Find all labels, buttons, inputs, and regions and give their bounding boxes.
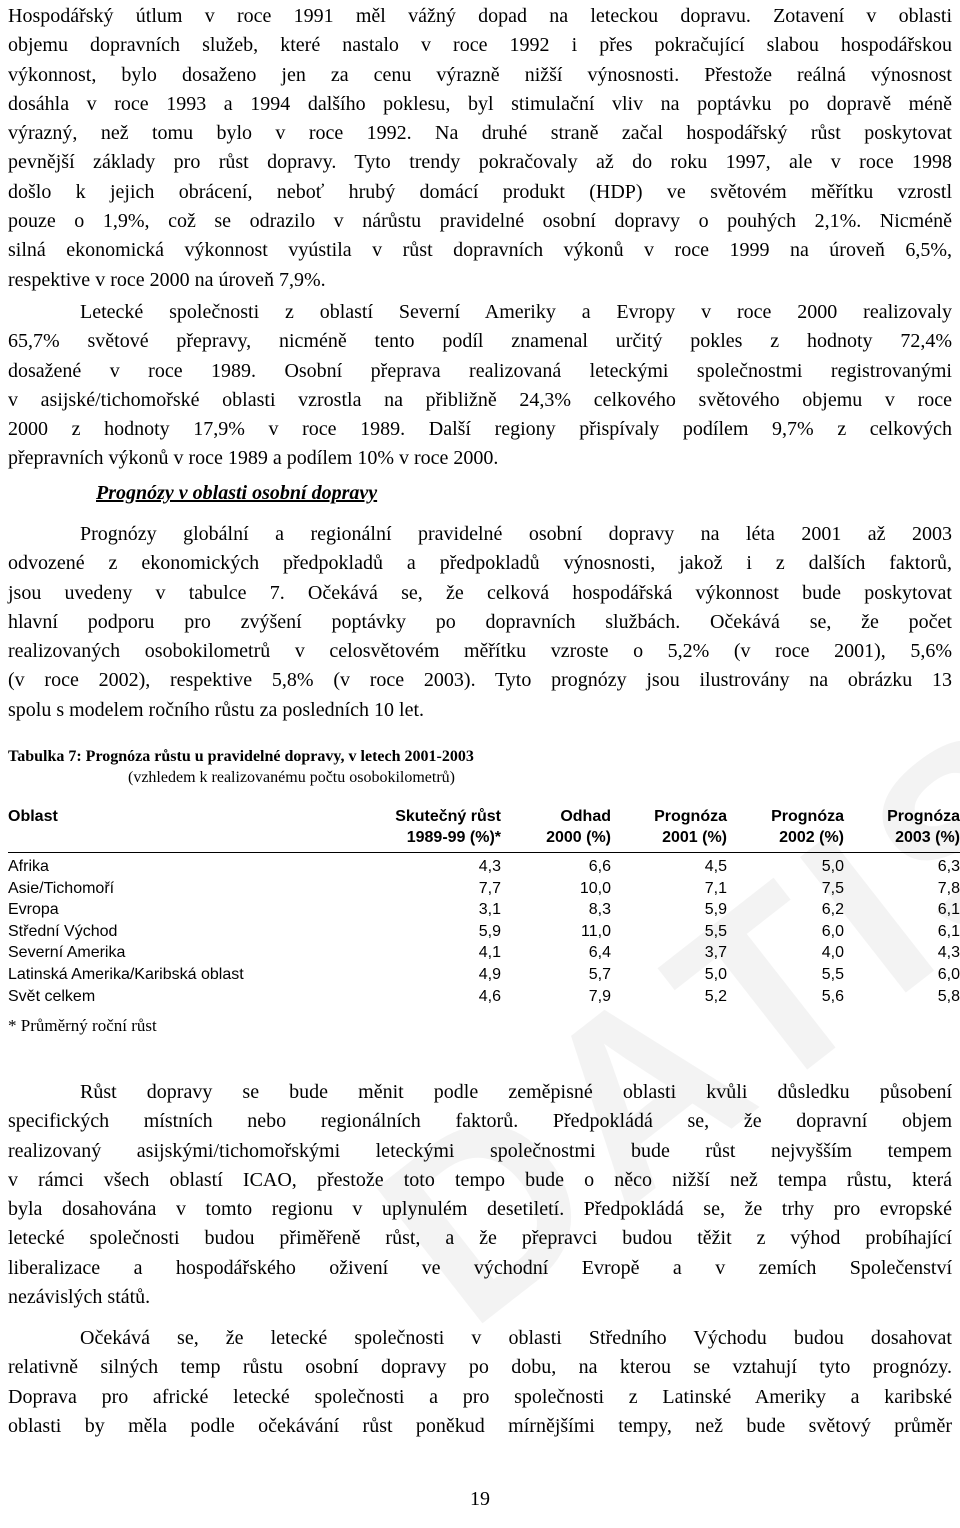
table-row xyxy=(8,878,960,900)
table-cell: 5,5 xyxy=(704,922,727,940)
table-cell: 4,1 xyxy=(478,944,501,962)
text-line: liberalizace a hospodářského oživení ve východní Evropě a v zemích Společenství xyxy=(8,1256,952,1279)
table-cell: Asie/Tichomoří xyxy=(8,879,115,897)
table-cell: 7,7 xyxy=(478,879,501,897)
text-line: jsou uvedeny v tabulce 7. Očekává se, že celková hospodářská výkonnost bude poskytovat xyxy=(8,581,952,604)
table-cell: 4,3 xyxy=(478,858,501,875)
header-oblast: Oblast xyxy=(8,808,58,825)
text-line: v rámci všech oblastí ICAO, přestože toto tempo bude o něco nižší než tempa růstu, která xyxy=(8,1168,952,1191)
text-line: dosažené v roce 1989. Osobní přeprava realizovaná leteckými společnostmi registrovanými xyxy=(8,359,952,382)
table-cell: Evropa xyxy=(8,901,59,919)
table-cell: 5,0 xyxy=(821,858,844,875)
text-line: Prognózy globální a regionální pravidelné osobní dopravy na léta 2001 až 2003 xyxy=(80,523,952,545)
table-footnote: * Průměrný roční růst xyxy=(8,1016,157,1035)
table-row xyxy=(8,986,960,1008)
table-cell: 8,3 xyxy=(588,901,611,919)
header-estimate-2000: Odhad 2000 (%) xyxy=(546,808,611,846)
table-row xyxy=(8,964,960,986)
text-line: hlavní podporu pro zvýšení poptávky po dopravních službách. Očekává se, že počet xyxy=(8,610,952,633)
table-cell: 4,0 xyxy=(821,944,844,962)
text-line: Letecké společnosti z oblastí Severní Ameriky a Evropy v roce 2000 realizovaly xyxy=(80,301,952,323)
table-cell: 7,9 xyxy=(588,987,611,1005)
table-header-row xyxy=(8,804,960,853)
text-line: realizovaných osobokilometrů v celosvětovém měřítku vzroste o 5,2% (v roce 2001), 5,6% xyxy=(8,640,952,663)
text-line: realizovaný asijskými/tichomořskými leteckými společnostmi bude růst nejvyšším tempem xyxy=(8,1139,952,1162)
text-line: nezávislých států. xyxy=(8,1286,151,1309)
table-cell: 10,0 xyxy=(579,879,611,897)
text-line: (v roce 2002), respektive 5,8% (v roce 2003). Tyto prognózy jsou ilustrovány na obrázku 13 xyxy=(8,669,952,692)
table-cell: 5,9 xyxy=(478,922,501,940)
table-cell: 5,2 xyxy=(704,987,727,1005)
table-cell: 6,6 xyxy=(588,858,611,875)
text-line: 2000 z hodnoty 17,9% v roce 1989. Další regiony přispívaly podílem 9,7% z celkových xyxy=(8,418,952,441)
text-line: Růst dopravy se bude měnit podle zeměpisné oblasti kvůli důsledku působení xyxy=(80,1081,952,1103)
table-row xyxy=(8,942,960,964)
text-line: pevnější základy pro růst dopravy. Tyto trendy pokračovaly až do roku 1997, ale v roce 1998 xyxy=(8,151,952,174)
table-cell: Latinská Amerika/Karibská oblast xyxy=(8,965,244,983)
table-cell: 7,1 xyxy=(704,879,727,897)
text-line: výrazný, než tomu bylo v roce 1992. Na druhé straně začal hospodářský růst poskytovat xyxy=(8,122,952,145)
table-caption: Tabulka 7: Prognóza růstu u pravidelné dopravy, v letech 2001-2003 xyxy=(8,748,474,765)
header-forecast-2002: Prognóza 2002 (%) xyxy=(771,808,844,846)
header-actual-growth: Skutečný růst 1989-99 (%)* xyxy=(395,808,501,846)
table-cell: Afrika xyxy=(8,858,49,875)
text-line: přepravních výkonů v roce 1989 a podílem 10% v roce 2000. xyxy=(8,447,499,470)
section-heading: Prognózy v oblasti osobní dopravy xyxy=(96,482,378,504)
table-cell: 7,8 xyxy=(937,879,960,897)
table-cell: 6,1 xyxy=(937,922,960,940)
text-line: silná ekonomická výkonnost vyústila v růst dopravních výkonů v roce 1999 na úroveň 6,5%, xyxy=(8,239,952,262)
text-line: oblasti by měla podle očekávání růst poněkud mírnějšími tempy, než bude světový průměr xyxy=(8,1414,952,1437)
table-cell: 3,7 xyxy=(704,944,727,962)
text-line: došlo k jejich obrácení, neboť hrubý domácí produkt (HDP) ve světovém měřítku vzrostl xyxy=(8,180,952,203)
text-line: byla dosahována v tomto regionu v uplynulém desetiletí. Předpokládá se, že trhy pro evropské xyxy=(8,1198,952,1221)
table-cell: Severní Amerika xyxy=(8,944,126,962)
text-line: Očekává se, že letecké společnosti v oblasti Středního Východu budou dosahovat xyxy=(80,1327,952,1349)
table-cell: 7,5 xyxy=(821,879,844,897)
paragraph-middle-east xyxy=(8,1324,952,1441)
table-cell: 6,4 xyxy=(588,944,611,962)
table-cell: 4,5 xyxy=(704,858,727,875)
table-cell: 5,5 xyxy=(821,965,844,983)
text-line: výkonnost, bylo dosaženo jen za cenu výrazně nižší výnosnosti. Přestože reálná výnosnost xyxy=(8,63,952,86)
table-cell: 6,3 xyxy=(937,858,960,875)
text-line: specifických místních nebo regionálních faktorů. Předpokládá se, že dopravní objem xyxy=(8,1110,952,1133)
text-line: Hospodářský útlum v roce 1991 měl vážný dopad na leteckou dopravu. Zotavení v oblasti xyxy=(8,5,952,27)
paragraph-regional-growth xyxy=(8,1078,952,1312)
page-number: 19 xyxy=(470,1488,490,1510)
text-line: dosáhla v roce 1993 a 1994 dalšího poklesu, byl stimulační vliv na poptávku po dopravě méně xyxy=(8,92,952,115)
table-cell: 4,9 xyxy=(478,965,501,983)
table-cell: 5,9 xyxy=(704,901,727,919)
table-cell: Střední Východ xyxy=(8,922,118,940)
table-cell: 5,0 xyxy=(704,965,727,983)
forecast-table xyxy=(8,804,960,1007)
table-cell: 5,6 xyxy=(821,987,844,1005)
text-line: odvozené z ekonomických předpokladů a předpokladů výnosnosti, jakož i z dalších faktorů, xyxy=(8,552,952,575)
table-cell: 11,0 xyxy=(581,922,611,940)
text-line: letecké společnosti budou přiměřeně růst, a že přepravci budou těžit z výhod probíhající xyxy=(8,1227,952,1250)
text-line: pouze o 1,9%, což se odrazilo v nárůstu pravidelné osobní dopravy o pouhých 2,1%. Nicméně xyxy=(8,210,952,233)
header-forecast-2001: Prognóza 2001 (%) xyxy=(654,808,727,846)
table-cell: Svět celkem xyxy=(8,987,96,1005)
table-cell: 3,1 xyxy=(478,901,501,919)
table-row xyxy=(8,899,960,921)
table-cell: 6,0 xyxy=(937,965,960,983)
text-line: respektive v roce 2000 na úroveň 7,9%. xyxy=(8,268,326,291)
table-cell: 4,6 xyxy=(478,987,501,1005)
table-subcaption: (vzhledem k realizovanému počtu osobokilometrů) xyxy=(128,769,456,786)
paragraph-economic-downturn xyxy=(8,2,952,295)
text-line: v asijské/tichomořské oblasti vzrostla na přibližně 24,3% celkového světového objemu v roce xyxy=(8,388,952,411)
text-line: 65,7% světové přepravy, nicméně tento podíl znamenal určitý pokles z hodnoty 72,4% xyxy=(8,330,952,353)
paragraph-regional-shares xyxy=(8,298,952,474)
table-cell: 6,0 xyxy=(821,922,844,940)
text-line: spolu s modelem ročního růstu za posledních 10 let. xyxy=(8,698,425,721)
table-row xyxy=(8,921,960,943)
table-cell: 6,1 xyxy=(937,901,960,919)
text-line: objemu dopravních služeb, které nastalo v roce 1992 i přes pokračující slabou hospodářskou xyxy=(8,34,952,57)
paragraph-forecasts xyxy=(8,520,952,725)
table-cell: 5,7 xyxy=(588,965,611,983)
table-cell: 5,8 xyxy=(937,987,960,1005)
header-forecast-2003: Prognóza 2003 (%) xyxy=(887,808,960,846)
table-row xyxy=(8,853,960,878)
text-line: relativně silných temp růstu osobní dopravy po dobu, na kterou se vztahují tyto prognózy. xyxy=(8,1356,952,1379)
text-line: Doprava pro africké letecké společnosti a pro společnosti z Latinské Ameriky a karibské xyxy=(8,1385,952,1408)
table-cell: 4,3 xyxy=(937,944,960,962)
table-cell: 6,2 xyxy=(821,901,844,919)
